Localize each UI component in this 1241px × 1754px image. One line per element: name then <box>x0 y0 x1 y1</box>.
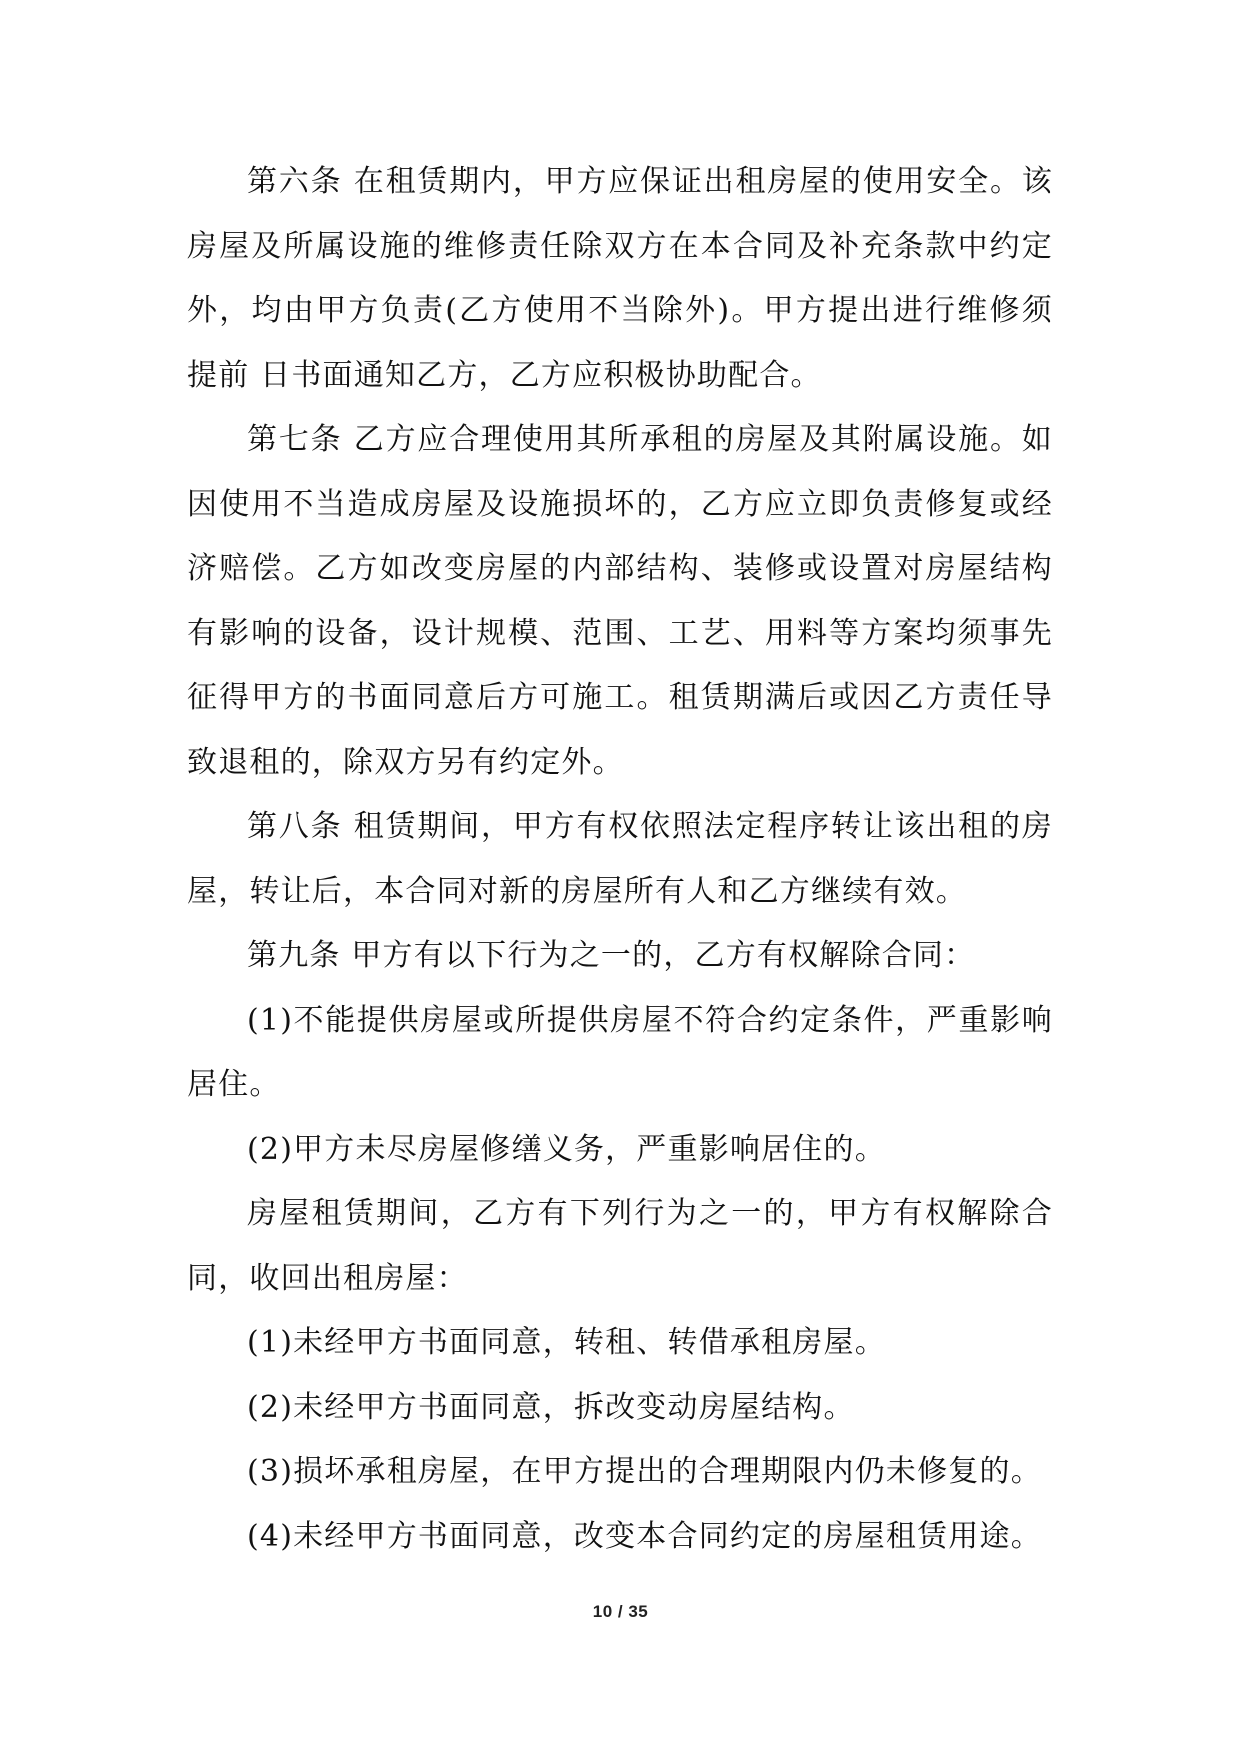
list-item: (3)损坏承租房屋，在甲方提出的合理期限内仍未修复的。 <box>247 1454 1042 1489</box>
list-item: (1)不能提供房屋或所提供房屋不符合约定条件，严重影响居住。 <box>187 1002 1053 1102</box>
article-9-paragraph: 第九条 甲方有以下行为之一的，乙方有权解除合同： <box>247 938 976 973</box>
page-number: 10 / 35 <box>592 1602 649 1621</box>
article-7-paragraph: 第七条 乙方应合理使用其所承租的房屋及其附属设施。如因使用不当造成房屋及设施损坏的，乙方应立即负责修复或经济赔偿。乙方如改变房屋的内部结构、装修或设置对房屋结构有影响的设备，设计规模、范围、工艺、用料等方案均须事先征得甲方的书面同意后方可施工。租赁期满后或因乙方责任导致退租的，除双方另有约定外。 <box>187 422 1053 780</box>
article-8-paragraph: 第八条 租赁期间，甲方有权依照法定程序转让该出租的房屋，转让后，本合同对新的房屋所有人和乙方继续有效。 <box>187 809 1053 909</box>
list-item: (1)未经甲方书面同意，转租、转借承租房屋。 <box>247 1325 886 1360</box>
article-6-paragraph: 第六条 在租赁期内，甲方应保证出租房屋的使用安全。该房屋及所属设施的维修责任除双方在本合同及补充条款中约定外，均由甲方负责(乙方使用不当除外)。甲方提出进行维修须提前 日书面通知乙方，乙方应积极协助配合。 <box>187 164 1053 393</box>
list-item: (2)未经甲方书面同意，拆改变动房屋结构。 <box>247 1389 855 1425</box>
document-body <box>187 150 1053 1569</box>
list-item: (2)甲方未尽房屋修缮义务，严重影响居住的。 <box>247 1131 886 1167</box>
list-item: (4)未经甲方书面同意，改变本合同约定的房屋租赁用途。 <box>247 1518 1042 1554</box>
termination-paragraph: 房屋租赁期间，乙方有下列行为之一的，甲方有权解除合同，收回出租房屋： <box>187 1196 1053 1296</box>
